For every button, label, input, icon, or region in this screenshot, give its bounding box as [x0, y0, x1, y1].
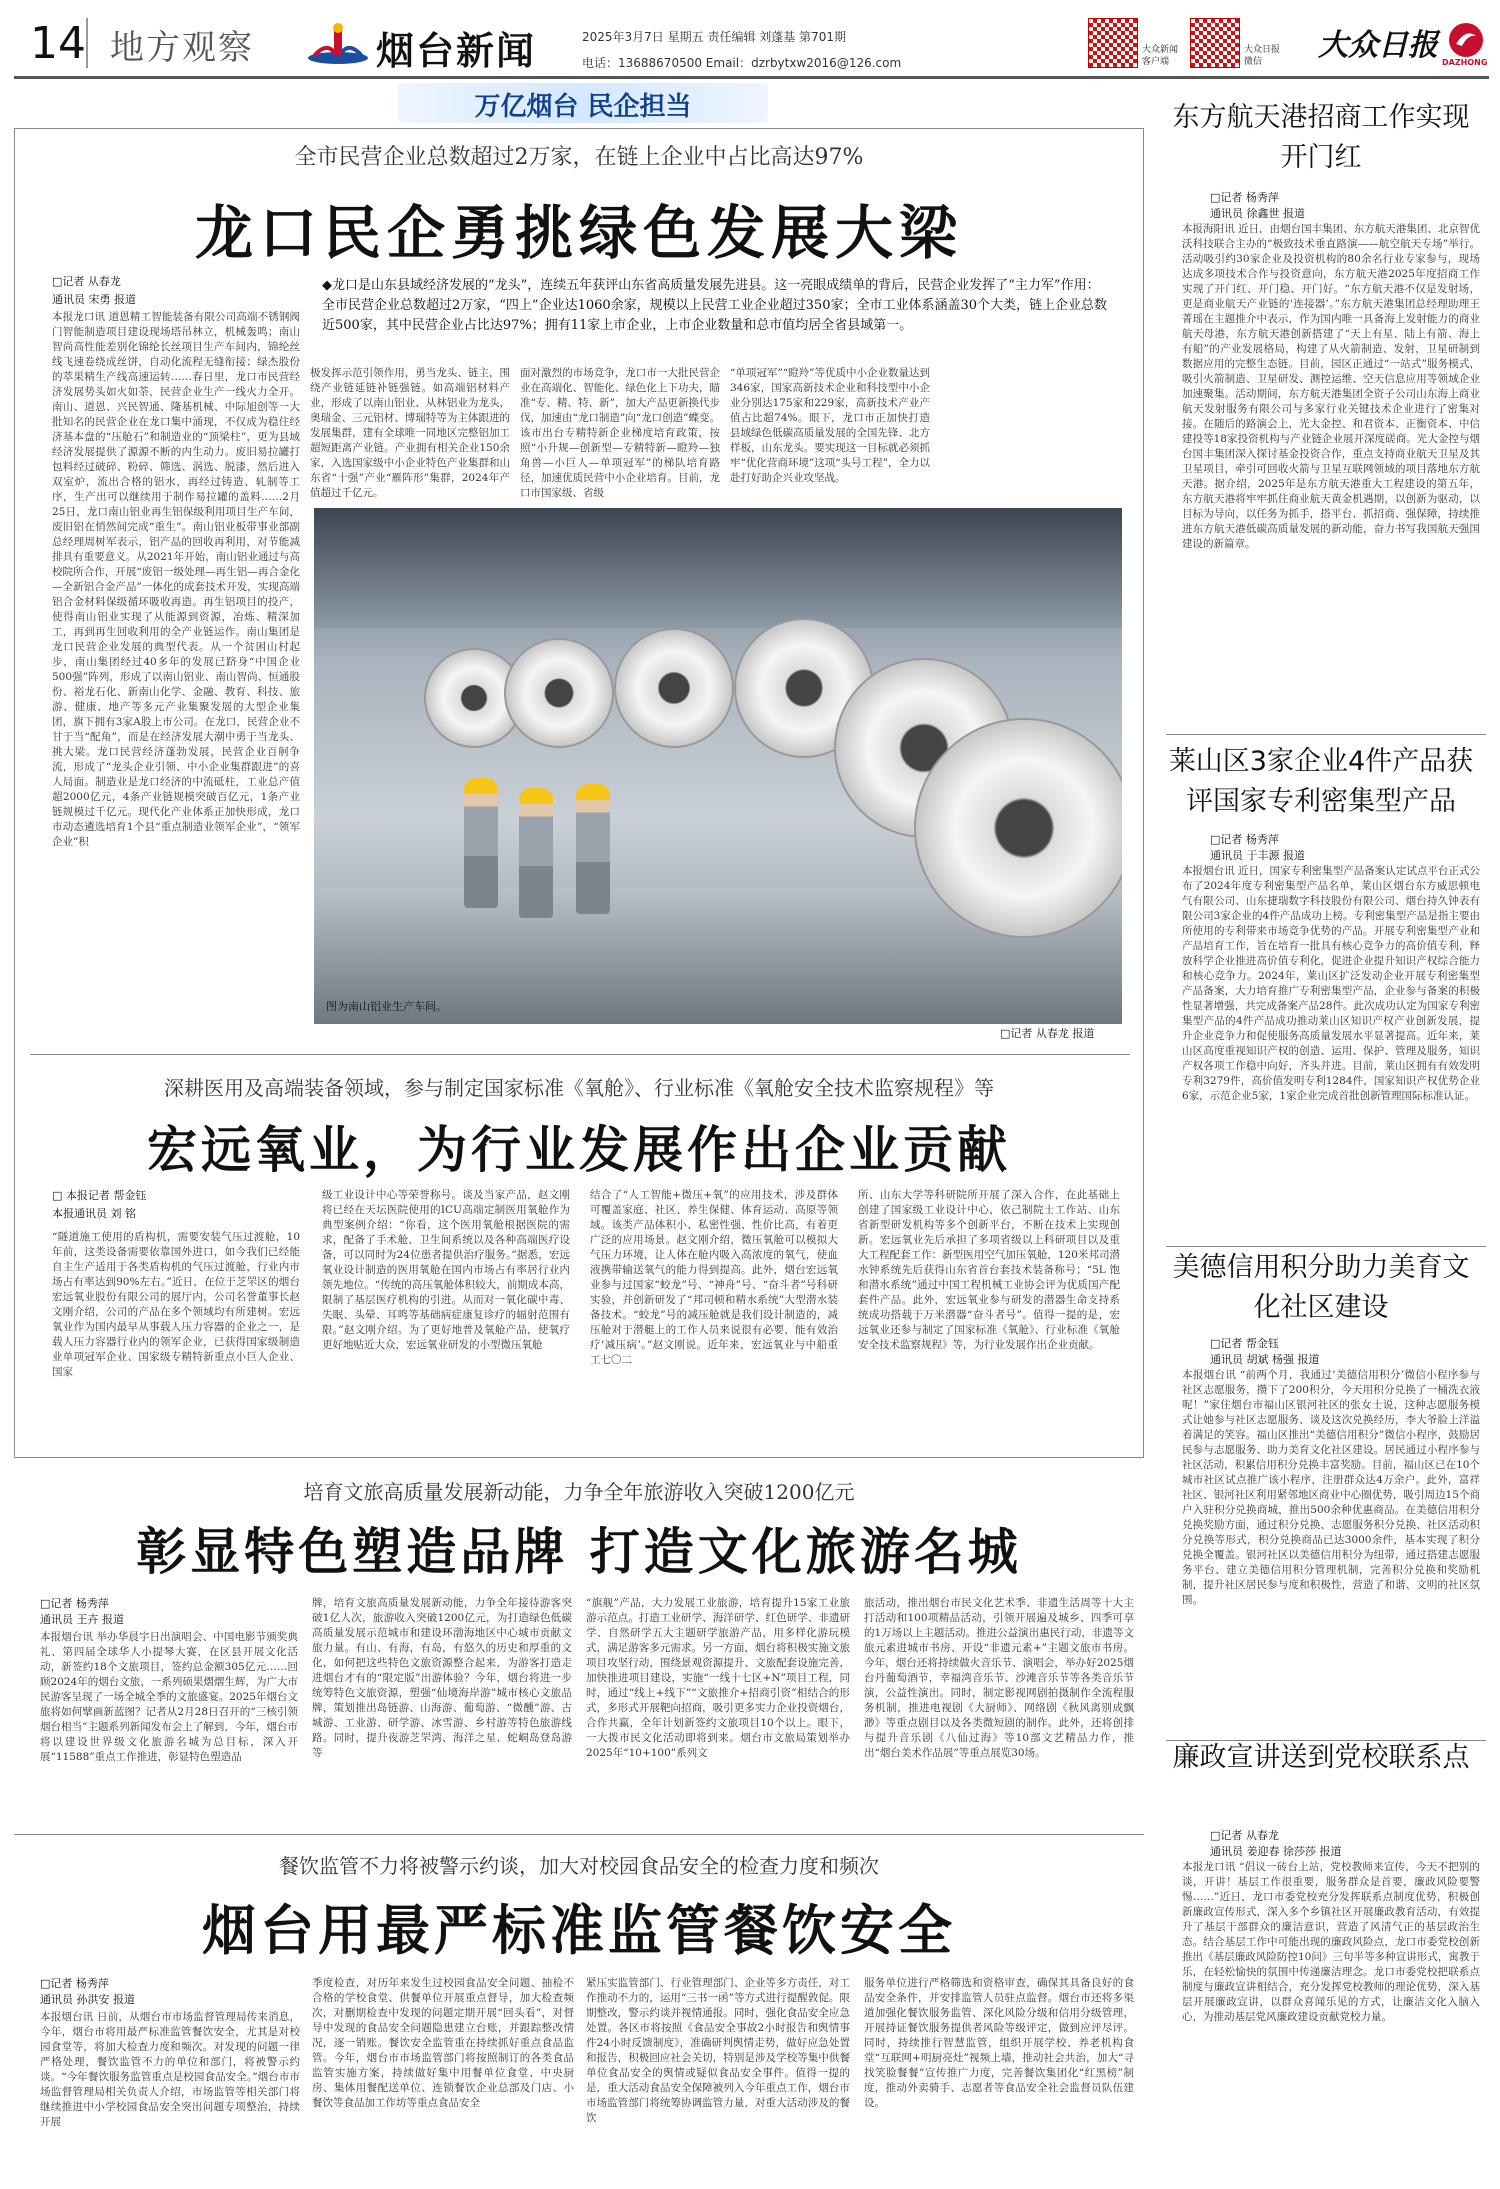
- qr-code-icon: [1190, 18, 1240, 68]
- article4-col1: 本报烟台讯 日前，从烟台市市场监督管理局传来消息，今年，烟台市将用最严标准监管餐饮安全，尤其是对校园食堂等，将加大检查力度和频次。对发现的问题一律严格处理，餐饮监管不力的单位和部门，将被警示约谈。“今年餐饮服务监管重点是校园食品安全。”烟台市市场监督管理局相关负责人介绍，市场监管等相关部门将继续推进中小学校园食品安全突出问题专项整治，持续开展: [40, 2011, 300, 2128]
- article2-col3: 结合了“人工智能+微压+氧”的应用技术，涉及群体可覆盖家庭、社区、养生保健、体育运动、高原等领域。该类产品体积小、私密性强、性价比高，有着更广泛的应用场景。赵文刚介绍，微压氧舱可以模拟大气压力环境，让人体在舱内吸入高浓度的氧气，使血液携带输送氧气的能力得到提高。此外，烟台宏远氧业参与过国家“蛟龙”号、“神舟”号、“奋斗者”号科研实验，并创新研发了“邦司顿和精水系统”大型潜水装备技术。“蛟龙”号的减压舱就是我们设计制造的，减压舱对于潜艇上的工作人员来说很有必要，能有效治疗‘减压病’。”赵文刚说。近年来，宏远氧业与中船重工七〇二: [590, 1189, 838, 1366]
- sidebar-separator: [1166, 734, 1486, 735]
- header-rule: [14, 76, 1489, 79]
- article2-subtitle: 深耕医用及高端装备领域，参与制定国家标准《氧舱》、行业标准《氧舱安全技术监察规程》等: [164, 1076, 994, 1100]
- qr1-label: 大众新闻客户端: [1142, 45, 1179, 67]
- side1-byline-1: □记者 杨秀萍: [1210, 191, 1279, 204]
- article3-byline-2: 通讯员 王卉 报道: [40, 1613, 124, 1626]
- city-emblem-icon: [306, 22, 370, 66]
- worker: [519, 788, 553, 918]
- article3-title: 彰显特色塑造品牌 打造文化旅游名城: [136, 1523, 1022, 1581]
- contact-line: 电话：13688670500 Email：dzrbytxw2016@126.com: [582, 56, 902, 70]
- side1-body: 本报海阳讯 近日，由烟台国丰集团、东方航天港集团、北京智优沃科技联合主办的“极致技术垂直路演——航空航天专场”举行。活动吸引约30家企业及投资机构的80余名行业专家参与，现场达成多项技术合作与投资意向，东方航天港2025年度招商工作实现了开门红、开门稳、开门好。“东方航天港不仅是发射场，更是商业航天产业链的‘连接器’。”东方航天港集团总经理助理王菁瑶在主题推介中表示，作为国内唯一具备海上发射能力的商业航天母港，东方航天港创新搭建了“天上有星、陆上有箭、海上有船”的产业发展格局，构建了从火箭制造、发射，卫星研制到数据应用的完整生态链。目前，园区正通过“一站式”服务模式，吸引火箭制造、卫星研发、测控运维、空天信息应用等领域企业加速聚集。活动期间，东方航天港集团全资子公司山东海上商业航天发射服务有限公司与多家行业关键技术企业进行了密集对接。在随后的路演会上，光大金控、和君资本、正衡资本、中信建投等18家投资机构与产业链企业展开深度磋商。光大金控与烟台国丰集团深入探讨基金投资合作，重点支持商业航天卫星及其卫星项目，牵引可回收火箭与卫星互联网领域的项目落地东方航天港。据介绍，2025年是东方航天港重大工程建设的第五年，东方航天港将牢牢抓住商业航天黄金机遇期，以创新为驱动，以目标为导向，以任务为抓手，搭平台、抓招商、强保障，持续推进东方航天港低碳高质量发展的新动能，奋力书写我国航天强国建设的新篇章。: [1182, 223, 1480, 550]
- side2-title: 莱山区3家企业4件产品获评国家专利密集型产品: [1168, 746, 1474, 817]
- photo-ceiling: [314, 508, 1122, 628]
- article4-col2: 季度检查，对历年来发生过校园食品安全问题、抽检不合格的学校食堂、供餐单位开展重点督导，加大检查频次，对删期检查中发现的问题定期开展“回头看”，对督导中发现的食品安全问题隐患建立台账，并跟踪整改情况，逐一销账。餐饮安全监管重在持续抓好重点食品监管。今年，烟台市市场监管部门将按照制订的各类食品监管实施方案，持续做好集中用餐单位食堂、中央厨房、集体用餐配送单位、连锁餐饮企业总部及门店、小餐饮等食品加工作坊等重点食品安全: [312, 1977, 574, 2109]
- section-name: 地方观察: [110, 28, 254, 68]
- column-band-text: 万亿烟台 民企担当: [474, 92, 692, 122]
- brand-mark-icon: [1448, 22, 1484, 58]
- photo-credit: □记者 从春龙 报道: [1000, 1027, 1095, 1040]
- brand-logo: 大众日报: [1318, 28, 1438, 63]
- article2-byline-1: □ 本报记者 帮金钰: [52, 1189, 147, 1202]
- qr2-label: 大众日报微信: [1244, 45, 1281, 67]
- side3-byline-2: 通讯员 胡斌 杨强 报道: [1210, 1353, 1320, 1366]
- side2-byline-1: □记者 杨秀萍: [1210, 833, 1279, 846]
- article3-col1: 本报烟台讯 举办华晨宇日出演唱会、中国电影节颁奖典礼、第四届全球华人小提琴大赛，在区县开展文化活动，新签约18个文旅项目，签约总金额305亿元……回顾2024年的烟台文旅，一系列硕果熠熠生辉，为广大市民游客呈现了一场全城全季的文旅盛宴。2025年烟台文旅将如何擘画新蓝图？记者从2月28日召开的“三核引领 烟台相当”主题系列新闻发布会上了解到，今年，烟台市将以建设世界级文化旅游名城为总目标，深入开展“11588”重点工作推进，彰显特色塑造品: [40, 1631, 298, 1763]
- article1-col3: 面对激烈的市场竞争，龙口市一大批民营企业在高端化、智能化、绿色化上下功夫，瞄准“专、精、特、新”，加大产品更新换代步伐，加速由“龙口制造”向“龙口创造”蝶变。该市出台专精特新企业梯度培育政策，按照“小升规—创新型—专精特新—瞪羚—独角兽—小巨人—单项冠军”的梯队培育路径，加速优质民营中小企业培育。目前，龙口市国家级、省级: [520, 367, 720, 499]
- aluminum-coil: [504, 638, 614, 748]
- aluminum-coil: [614, 628, 734, 748]
- header-divider: [86, 18, 88, 68]
- side1-title: 东方航天港招商工作实现开门红: [1172, 102, 1470, 173]
- worker: [576, 784, 610, 914]
- article2-title: 宏远氧业，为行业发展作出企业贡献: [147, 1121, 1011, 1179]
- side1-byline-2: 通讯员 徐鑫世 报道: [1210, 207, 1305, 220]
- article2-col2: 级工业设计中心等荣誉称号。谈及当家产品，赵文刚将已经在天坛医院使用的ICU高端定制医用氧舱作为典型案例介绍：“你看，这个医用氧舱根据医院的需求，配备了手术舱、卫生间系统以及各种高端医疗设备，可以同时为24位患者提供治疗服务。”据悉，宏远氧业设计制造的医用氧舱在国内市场占有率居行业内领先地位。“传统的高压氧舱体积较大，前期成本高，限制了基层医疗机构的引进。从而对一氧化碳中毒、失眠、头晕、耳鸣等基础病症康复诊疗的辐射范围有限。”赵文刚介绍。为了更好地普及氧舱产品，使氧疗更好地贴近大众，宏远氧业研发的小型微压氧舱: [322, 1189, 570, 1351]
- side4-byline-2: 通讯员 姜迎春 徐莎莎 报道: [1210, 1845, 1342, 1858]
- article2-col1: “隧道施工使用的盾构机，需要安装气压过渡舱，10年前，这类设备需要依靠国外进口，如今我们已经能自主生产适用于各类盾构机的气压过渡舱，行业内市场占有率达到90%左右。”近日，在位于芝罘区的烟台宏远氧业股份有限公司的展厅内，公司名誉董事长赵文刚介绍，公司的产品在多个领域均有所建树。宏远氧业作为国内最早从事载人压力容器的企业之一，是载人压力容器行业内的领军企业，已获得国家级制造业单项冠军企业、国家级专精特新重点小巨人企业、国家: [52, 1231, 300, 1378]
- side2-body: 本报烟台讯 近日，国家专利密集型产品备案认定试点平台正式公布了2024年度专利密集型产品名单，莱山区烟台东方威思顿电气有限公司、山东捷瑞数字科技股份有限公司、烟台持久钟表有限公司3家企业的4件产品成功上榜。专利密集型产品是指主要由所使用的专利带来市场竞争优势的产品。开展专利密集型产业和产品培育工作，旨在培育一批具有核心竞争力的高价值专利，释放科学企业推进高价值专利化，促进企业提升知识产权综合能力和核心竞争力。2024年，莱山区扩泛发动企业开展专利密集型产品备案，大力培育推广专利密集型产品，企业参与备案的积极性显著增强，共完成备案产品28件。此次成功认定为国家专利密集型产品的4件产品成功推动莱山区知识产权产业创新发展，提升企业竞争力和促使服务高质量发展水平显著提高。近年来，莱山区高度重视知识产权的创造、运用、保护、管理及服务，知识产权各项工作稳中向好，齐头并进。目前，莱山区拥有有效发明专利3279件，高价值发明专利1284件，国家知识产权优势企业6家，示范企业5家，1家企业完成首批创新管理国际标准认证。: [1182, 865, 1480, 1102]
- sidebar-separator: [1166, 1246, 1486, 1247]
- article1-col5: [940, 366, 1120, 502]
- article4-subtitle: 餐饮监管不力将被警示约谈，加大对校园食品安全的检查力度和频次: [279, 1854, 879, 1878]
- article2-byline-2: 本报通讯员 刘 铭: [52, 1207, 136, 1220]
- article4-col4: 服务单位进行严格筛选和资格审查，确保其具备良好的食品安全条件，并安排监管人员驻点监督。烟台市还将多渠道加强化餐饮服务监管、深化风险分级和信用分级管理，开展持证餐饮服务提供者风险等级评定，做到应评尽评。同时，持续推行智慧监管，组织开展学校、养老机构食堂“互联网+明厨亮灶”视频上墙，推动社会共治，加大“寻找笑脸餐餐”宣传推广力度，完善餐饮集团化“红黑榜”制度，推动外卖骑手、志愿者等食品安全社会监督员队伍建设。: [864, 1977, 1134, 2109]
- side3-title: 美德信用积分助力美育文化社区建设: [1172, 1252, 1470, 1323]
- side3-byline-1: □记者 帮金钰: [1210, 1337, 1279, 1350]
- side3-body: 本报烟台讯 “前两个月，我通过‘美德信用积分’微信小程序参与社区志愿服务，攒下了200积分，今天用积分兑换了一桶洗衣液呢！”家住烟台市福山区银河社区的张女士说，这种志愿服务模式让她参与社区志愿服务、谈及这次兑换经历，李大爷脸上洋溢着满足的笑容。福山区推出“美德信用积分”微信小程序，鼓励居民参与志愿服务、助力美育文化社区建设。居民通过小程序参与社区活动，积累信用积分兑换丰富奖励。目前，福山区已在10个城市社区试点推广该小程序，注册群众达4万余户。此外，富祥社区、银河社区利用紧邻地区商业中心圈优势，吸引周边15个商户入驻积分兑换商城，推出500余种优惠商品。在美德信用积分兑换奖励方面，通过积分兑换、志愿服务积分兑换、社区活动积分兑换等形式，积分兑换商品已达3000余件，基本实现了积分兑换全覆盖。银河社区以美德信用积分为纽带，通过搭建志愿服务平台、建立美德信用积分管理机制，完善积分兑换和奖励机制，提升社区居民参与度和积极性，营造了和谐、文明的社区氛围。: [1182, 1369, 1480, 1606]
- article4-byline-1: □记者 杨秀萍: [40, 1977, 109, 1990]
- article4-byline-2: 通讯员 孙洪安 报道: [40, 1993, 135, 2006]
- article1-byline-2: 通讯员 宋勇 报道: [52, 293, 136, 306]
- worker: [464, 778, 498, 908]
- article4-title: 烟台用最严标准监管餐饮安全: [202, 1899, 956, 1962]
- factory-photo: [314, 508, 1122, 1024]
- article2-col4: 所、山东大学等科研院所开展了深入合作，在此基础上创建了国家级工业设计中心，依己制院士工作站、山东省新型研发机构等多个创新平台，不断在技术上实现创新。宏远氧业先后承担了多项省级以上科研项目以及重大工程配套工作：新型医用空气加压氧舱，120米邦司潜水钟系统先后获得山东省首台套技术装备称号；“5L 饱和潜水系统”通过中国工程机械工业协会评为优质国产配套件产品。此外，宏远氧业参与研发的潜器生命支持系统成功搭载于万米潜器“奋斗者号”。值得一提的是，宏远氧业还参与制定了国家标准《氧舱》、行业标准《氧舱安全技术监察规程》等，为行业发展作出企业贡献。: [858, 1189, 1120, 1351]
- article1-lead: ◆龙口是山东县域经济发展的“龙头”，连续五年获评山东省高质量发展先进县。这一亮眼成绩单的背后，民营企业发挥了“主力军”作用：全市民营企业总数超过2万家，“四上”企业达1060余家，规模以上民营工业企业超过350家；全市工业体系涵盖30个大类，链上企业总数近500家，其中民营企业占比达97%；拥有11家上市企业，上市企业数量和总市值均居全省县域第一。: [322, 278, 1108, 333]
- article-separator: [14, 1834, 1144, 1835]
- article1-title: 龙口民企勇挑绿色发展大梁: [194, 199, 963, 267]
- article3-col4: 旅活动，推出烟台市民文化艺术季、非遗生活周等十大主打活动和100项精品活动，引领开展遍及城乡、四季可享的1万场以上主题活动。推进公益演出惠民行动，非遗等文旅元素进城市书房、开设“非遗元素+”主题文旅市书房。今年，烟台还将持续做火音乐节、演唱会，举办好2025烟台丹葡萄酒节，幸福湾音乐节、沙滩音乐节等各类音乐节演，公益性演出。同时，制定影视网剧拍摄制作全流程服务机制，推进电视剧《大厨师》、网络剧《秋风离别成飘渺》等重点剧目以及各类微短剧的制作。此外，还将创排与提升音乐剧《八仙过海》等10部文艺精品力作，推出“烟台美术作品展”等重点展览30场。: [864, 1597, 1134, 1759]
- side2-byline-2: 通讯员 于丰源 报道: [1210, 849, 1305, 862]
- page-title: 烟台新闻: [376, 29, 537, 73]
- article1-byline-1: □记者 从春龙: [52, 275, 121, 288]
- side4-byline-1: □记者 从春龙: [1210, 1829, 1279, 1842]
- side4-body: 本报龙口讯 “倡议一砖台上站，党校教师来宣传，今天不把别的谈，开讲！基层工作很重要，服务群众是首要，廉政风险要警惕……”近日，龙口市委党校充分发挥联系点制度优势，积极创新廉政宣传形式，深入多个乡镇社区开展廉政教育活动，有效提升了基层干部群众的廉洁意识，营造了风清气正的基层政治生态。结合基层工作中可能出现的廉政风险点，龙口市委党校创新推出《基层廉政风险防控10问》三句半等多种宣讲形式，寓教于乐，在轻松愉快的氛围中传递廉洁理念。龙口市委党校把联系点制度与廉政宣讲相结合，充分发挥党校教师的理论优势，深入基层开展廉政宣讲，以群众喜闻乐见的方式，让廉洁文化入脑入心，为推动基层党风廉政建设贡献党校力量。: [1182, 1861, 1480, 2023]
- article1-col2: 极发挥示范引领作用，勇当龙头、链主，围绕产业链延链补链强链。如高端铝材料产业，形成了以南山铝业、从林铝业为龙头，奥瑞金、三元铝材、博瑞特等为主体跟进的发展集群，建有全球唯一同地区完整铝加工超短距离产业链。产业拥有相关企业150余家，入选国家级中小企业特色产业集群和山东省“十强”产业“雁阵形”集群，2024年产值超过千亿元。: [310, 367, 510, 499]
- photo-caption: 图为南山铝业生产车间。: [326, 1000, 447, 1013]
- article1-col1: 本报龙口讯 道恩精工智能装备有限公司高端不锈钢阀门智能制造项目建设现场塔吊林立，机械轰鸣；南山智尚高性能差别化锦纶长丝项目生产车间内，锦纶丝线飞速卷绕成丝饼，自动化流程无缝衔接；绿杰股份的萃果精生产线高速运转……春日里，龙口市民营经济发展势头如火如荼，民营企业生产一线火力全开。南山、道恩、兴民智通、隆基机械、中际旭创等一大批知名的民营企业在龙口集中涌现，不仅成为稳住经济基本盘的“压舱石”和制造业的“顶梁柱”，更为县域经济发展提供了源源不断的内生动力。废旧易拉罐打包料经过破碎、粉碎、筛选、涡选、脱漆，然后进入双室炉，流出合格的铝水，再经过铸造、轧制等工序，生产出可以继续用于制作易拉罐的盖料……2月25日，龙口南山铝业再生铝保级利用项目生产车间，废旧铝在悄然间完成“重生”。南山铝业板带事业部副总经理周树军表示，铝产品的回收再利用，对节能减排具有重要意义。从2021年开始，南山铝业通过与高校院所合作，开展“废铝一级处理—再生铝—再合金化—全新铝合金产品”一体化的成套技术开发，实现高端铝合金材料保级循环吸收再造。再生铝项目的投产，使得南山铝业实现了从能源到资源，冶炼、精深加工，再到再生回收利用的全产业链运作。南山集团是龙口民营企业发展的典型代表。从一个贫困山村起步，南山集团经过40多年的发展已跻身“中国企业500强”阵列，形成了以南山铝业、南山智尚、恒通股份、裕龙石化、新南山化学、金融、教育、科技、旅游、健康、地产等多元产业集聚发展的大型企业集团，旗下拥有3家A股上市公司。在龙口，民营企业不甘于当“配角”，而是在经济发展大潮中勇于当龙头、挑大梁。龙口民营经济蓬勃发展，民营企业百舸争流，形成了“龙头企业引领、中小企业集群跟进”的喜人局面。制造业是龙口经济的中流砥柱，工业总产值超2000亿元，4条产业链规模突破百亿元，1条产业链规模过千亿元。现代化产业体系正加快形成，龙口市动态遴选培育1个县“重点制造业领军企业”，“领军企业”积: [52, 311, 300, 848]
- date-line: 2025年3月7日 星期五 责任编辑 刘蓬基 第701期: [582, 30, 846, 44]
- article-separator: [30, 1054, 1130, 1055]
- aluminum-coil: [914, 718, 1122, 938]
- article3-col2: 牌，培育文旅高质量发展新动能，力争全年接待游客突破1亿人次，旅游收入突破1200亿元，为打造绿色低碳高质量发展示范城市和建设环渤海地区中心城市贡献文旅力量。有山、有海，有岛，有悠久的历史和厚重的文化，如何把这些特色文旅资源整合起来，为游客打造走进烟台才有的“限定版”出游体验？今年，烟台将进一步统筹特色文旅资源，塑强“仙境海岸游”城市核心文旅品牌，策划推出岛链游、山海游、葡萄游、“微醺”游、古城游、工业游、研学游、冰雪游、乡村游等特色旅游线路。同时，提升夜游芝罘湾、海洋之星、蛇峒岛登岛游等: [312, 1597, 572, 1759]
- article4-col3: 紧压实监管部门、行业管理部门、企业等多方责任，对工作推动不力的，运用“三书一函”等方式进行提醒敦促。限期整改，警示约谈并视情通报。同时，强化食品安全应急处置。各区市将按照《食品安全事故2小时报告和舆情事件24小时反馈制度》，准确研判舆情走势，做好应急处置和报告，积极回应社会关切，特别是涉及学校等集中供餐单位食品安全的舆情或疑似食品安全事件。值得一提的是，重大活动食品安全保障被列入今年重点工作，烟台市市场监管部门将统筹协调监管力量，对重大活动涉及的餐饮: [586, 1977, 850, 2124]
- article3-subtitle: 培育文旅高质量发展新动能，力争全年旅游收入突破1200亿元: [303, 1480, 855, 1504]
- side4-title: 廉政宣讲送到党校联系点: [1172, 1742, 1470, 1773]
- article3-col3: “旗舰”产品，大力发展工业旅游，培育提升15家工业旅游示范点。打造工业研学、海洋研学、红色研学、非遗研学、自然研学五大主题研学旅游产品，用多样化游玩模式，满足游客多元需求。另一方面，烟台将积极实施文旅项目攻坚行动，围绕景观资源提升、文旅配套设施完善，加快推进项目建设，实施“一线十七区+N”项目工程，同时，通过“线上+线下”“文旅推介+招商引资”相结合的形式，多形式开展靶向招商，吸引更多实力企业投资烟台，合作共赢，全年计划新签约文旅项目10个以上。眼下，一大拨市民文化活动即将到来。烟台市文旅局策划举办2025年“10+100”系列文: [586, 1597, 850, 1759]
- brand-en: DAZHONG: [1442, 58, 1488, 67]
- qr-code-icon: [1088, 18, 1138, 68]
- page-number: 14: [30, 18, 86, 69]
- article1-subtitle: 全市民营企业总数超过2万家，在链上企业中占比高达97%: [294, 145, 864, 170]
- article3-byline-1: □记者 杨秀萍: [40, 1597, 109, 1610]
- article1-col4: “单项冠军”“瞪羚”等优质中小企业数量达到346家，国家高新技术企业和科技型中小企业分别达175家和229家，高新技术产业产值占比超74%。眼下，龙口市正加快打造县域绿色低碳高质量发展的全国先锋、北方样板，山东龙头。要实现这一目标就必须抓牢“优化营商环境”这项“头号工程”，全力以赴打好助企兴业攻坚战。: [730, 367, 930, 484]
